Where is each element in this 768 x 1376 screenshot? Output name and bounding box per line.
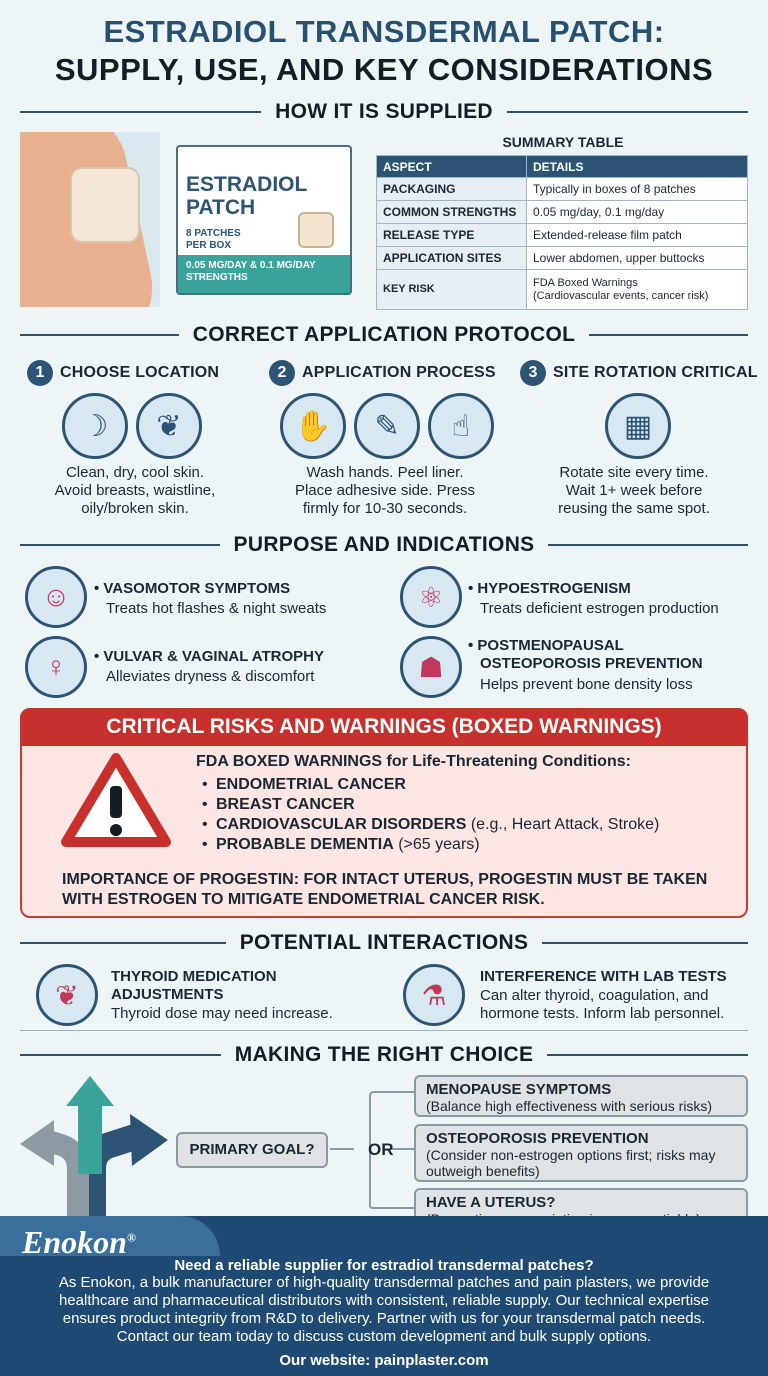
step-2-title: APPLICATION PROCESS	[302, 364, 496, 381]
section-header-choice: MAKING THE RIGHT CHOICE	[20, 1042, 748, 1068]
divider	[20, 1030, 748, 1031]
table-cell-value: Extended-release film patch	[527, 224, 748, 247]
option-osteoporosis: OSTEOPOROSIS PREVENTION (Consider non-estrogen options first; risks may outweigh benefits)	[414, 1124, 748, 1182]
page-subtitle: SUPPLY, USE, AND KEY CONSIDERATIONS	[54, 52, 714, 87]
list-item: • BREAST CANCER	[196, 795, 736, 815]
table-cell-key: RELEASE TYPE	[377, 224, 527, 247]
section-header-application: CORRECT APPLICATION PROTOCOL	[20, 322, 748, 348]
bone-joint-icon: ☗	[400, 636, 462, 698]
step-3-number: 3	[520, 360, 546, 386]
table-row	[377, 224, 748, 247]
arm-illustration	[20, 132, 160, 307]
wash-hands-icon: ✋	[280, 393, 346, 459]
summary-table	[376, 155, 748, 310]
step-1-number: 1	[27, 360, 53, 386]
brand-logo: Enokon®	[22, 1224, 136, 1260]
molecule-icon: ⚛	[400, 566, 462, 628]
purpose-osteoporosis-desc: Helps prevent bone density loss	[480, 676, 693, 693]
option-uterus: HAVE A UTERUS?	[414, 1188, 748, 1232]
box-subtitle: 8 PATCHES PER BOX	[186, 228, 241, 251]
table-cell-value: FDA Boxed Warnings (Cardiovascular events, cancer risk)	[527, 270, 748, 310]
patch-icon	[298, 212, 334, 248]
table-row	[377, 201, 748, 224]
step-1-description: Clean, dry, cool skin. Avoid breasts, waistline, oily/broken skin.	[54, 464, 216, 517]
table-cell-value: 0.05 mg/day, 0.1 mg/day	[527, 201, 748, 224]
calendar-icon: ▦	[605, 393, 671, 459]
step-3-description: Rotate site every time. Wait 1+ week before reusing the same spot.	[558, 464, 710, 517]
step-2-number: 2	[269, 360, 295, 386]
section-header-supplied: HOW IT IS SUPPLIED	[20, 99, 748, 125]
page-title: ESTRADIOL TRANSDERMAL PATCH:	[103, 14, 665, 49]
box-strength-text: 0.05 MG/DAY & 0.1 MG/DAY STRENGTHS	[186, 260, 316, 283]
abdomen-icon: ☽	[62, 393, 128, 459]
list-item: • PROBABLE DEMENTIA (>65 years)	[196, 835, 736, 855]
press-patch-icon: ☝	[428, 393, 494, 459]
warning-intro: FDA BOXED WARNINGS for Life-Threatening Conditions:	[196, 753, 631, 770]
hot-flash-woman-icon: ☺	[25, 566, 87, 628]
table-row	[377, 247, 748, 270]
patch-on-arm-icon	[70, 167, 140, 243]
list-item: • ENDOMETRIAL CANCER	[196, 775, 736, 795]
purpose-hypoestrogenism-desc: Treats deficient estrogen production	[480, 600, 719, 617]
step-1-title: CHOOSE LOCATION	[60, 364, 220, 381]
progestin-note: IMPORTANCE OF PROGESTIN: FOR INTACT UTERUS, PROGESTIN MUST BE TAKEN WITH ESTROGEN TO MITIGATE ENDOMETRIAL CANCER RISK.	[62, 871, 708, 908]
lab-test-tube-icon: ⚗	[403, 964, 465, 1026]
warning-header: CRITICAL RISKS AND WARNINGS (BOXED WARNINGS)	[20, 708, 748, 746]
table-header-row	[377, 156, 748, 178]
peel-liner-icon: ✎	[354, 393, 420, 459]
uterus-icon: ♀	[25, 636, 87, 698]
buttocks-icon: ❦	[136, 393, 202, 459]
table-row	[377, 270, 748, 310]
purpose-osteoporosis-title: • POSTMENOPAUSAL OSTEOPOROSIS PREVENTION	[468, 637, 703, 672]
footer-website-link[interactable]: Our website: painplaster.com	[279, 1352, 489, 1369]
box-title: ESTRADIOL PATCH	[186, 173, 308, 219]
table-cell-key: APPLICATION SITES	[377, 247, 527, 270]
purpose-vasomotor-desc: Treats hot flashes & night sweats	[106, 600, 327, 617]
interaction-lab-desc: Can alter thyroid, coagulation, and hormone tests. Inform lab personnel.	[480, 987, 725, 1022]
interaction-lab-title: INTERFERENCE WITH LAB TESTS	[480, 968, 727, 985]
purpose-hypoestrogenism-title: • HYPOESTROGENISM	[468, 580, 631, 597]
table-cell-key: KEY RISK	[377, 270, 527, 310]
interaction-thyroid-title: THYROID MEDICATION ADJUSTMENTS	[111, 968, 277, 1003]
table-row	[377, 178, 748, 201]
table-header-details: DETAILS	[527, 156, 748, 178]
warning-triangle-icon	[60, 752, 172, 848]
warning-list	[196, 753, 736, 855]
primary-goal-box: PRIMARY GOAL?	[176, 1132, 328, 1168]
section-header-purpose: PURPOSE AND INDICATIONS	[20, 532, 748, 558]
interaction-thyroid-desc: Thyroid dose may need increase.	[111, 1005, 333, 1022]
purpose-vasomotor-title: • VASOMOTOR SYMPTOMS	[94, 580, 291, 597]
crossroads-arrows-icon	[18, 1074, 168, 1224]
footer-question: Need a reliable supplier for estradiol transdermal patches?	[174, 1257, 594, 1274]
or-label: OR	[368, 1140, 394, 1159]
table-cell-key: PACKAGING	[377, 178, 527, 201]
purpose-atrophy-title: • VULVAR & VAGINAL ATROPHY	[94, 648, 324, 665]
section-header-interactions: POTENTIAL INTERACTIONS	[20, 930, 748, 956]
purpose-atrophy-desc: Alleviates dryness & discomfort	[106, 668, 315, 685]
table-cell-key: COMMON STRENGTHS	[377, 201, 527, 224]
summary-table-caption: SUMMARY TABLE	[502, 134, 624, 150]
option-menopause: MENOPAUSE SYMPTOMS (Balance high effectiveness with serious risks)	[414, 1075, 748, 1117]
thyroid-icon: ❦	[36, 964, 98, 1026]
footer-paragraph: As Enokon, a bulk manufacturer of high-quality transdermal patches and pain plasters, we provide healthcare and pharmaceutical distributors with consistent, reliable supply. Our technical expertise ensures product integrity from R&D to delivery. Partner with us for your transdermal patch needs. Contact our team today to discuss custom development and bulk supply options.	[58, 1274, 710, 1345]
table-cell-value: Lower abdomen, upper buttocks	[527, 247, 748, 270]
step-3-title: SITE ROTATION CRITICAL	[553, 364, 758, 381]
table-cell-value: Typically in boxes of 8 patches	[527, 178, 748, 201]
list-item: • CARDIOVASCULAR DISORDERS (e.g., Heart Attack, Stroke)	[196, 815, 736, 835]
step-2-description: Wash hands. Peel liner. Place adhesive side. Press firmly for 10-30 seconds.	[294, 464, 476, 517]
table-header-aspect: ASPECT	[377, 156, 527, 178]
